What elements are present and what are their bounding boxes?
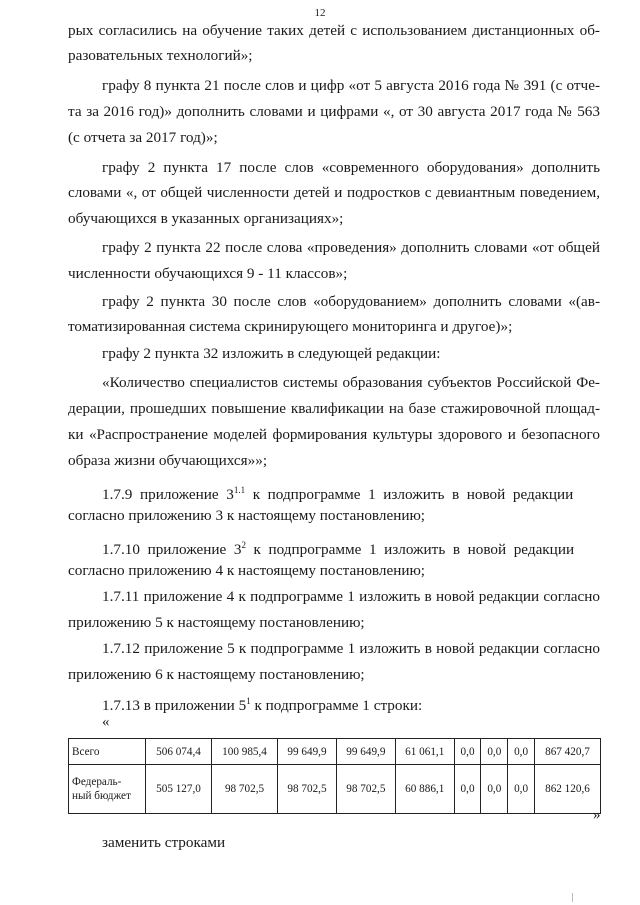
scan-mark bbox=[572, 893, 573, 902]
text-line: образа жизни обучающихся»»; bbox=[68, 452, 268, 469]
table-cell: 0,0 bbox=[481, 739, 508, 765]
text-line: приложению 5 к настоящему постановлению; bbox=[68, 614, 365, 631]
table-cell: 98 702,5 bbox=[336, 765, 395, 814]
page-number: 12 bbox=[314, 7, 326, 19]
text-line: та за 2016 год)» дополнить словами и цифрами «, от 30 августа 2017 года № 563 bbox=[68, 103, 600, 120]
superscript: 2 bbox=[241, 540, 246, 550]
table-cell: 98 702,5 bbox=[212, 765, 278, 814]
text-line: словами «, от общей численности детей и подростков с девиантным поведением, bbox=[68, 184, 600, 201]
text-line: обучающихся в указанных организациях»; bbox=[68, 210, 344, 227]
table-cell: 0,0 bbox=[454, 765, 481, 814]
text-line: «Количество специалистов системы образования субъектов Российской Фе- bbox=[102, 374, 600, 391]
table-cell: 100 985,4 bbox=[212, 739, 278, 765]
opening-quote: « bbox=[102, 714, 110, 730]
table-cell: 867 420,7 bbox=[534, 739, 600, 765]
table-cell: 99 649,9 bbox=[278, 739, 337, 765]
text-line: ки «Распространение моделей формирования культуры здорового и безопасного bbox=[68, 426, 600, 443]
footer-text: заменить строками bbox=[102, 834, 226, 851]
table-cell: 60 886,1 bbox=[395, 765, 454, 814]
table-cell: 99 649,9 bbox=[336, 739, 395, 765]
table-cell: 506 074,4 bbox=[146, 739, 212, 765]
paragraph-1-7-10: 1.7.10 приложение $3^2$ к подпрограмме 1 изложить в новой редакции bbox=[102, 540, 575, 559]
table-cell: 0,0 bbox=[481, 765, 508, 814]
budget-table bbox=[68, 738, 601, 814]
text-line: графу 2 пункта 22 после слова «проведения» дополнить словами «от общей bbox=[102, 239, 600, 256]
paragraph-1-7-13: 1.7.13 в приложении $5^1$ к подпрограмме 1 строки: bbox=[102, 696, 423, 715]
text-line: приложению 6 к настоящему постановлению; bbox=[68, 666, 365, 683]
table-cell: 0,0 bbox=[508, 739, 535, 765]
closing-quote: » bbox=[593, 807, 601, 823]
text-line: графу 8 пункта 21 после слов и цифр «от 5 августа 2016 года № 391 (с отче- bbox=[102, 77, 600, 94]
text-line: разовательных технологий»; bbox=[68, 47, 253, 64]
text-line: томатизированная система скринирующего мониторинга и другое)»; bbox=[68, 318, 513, 335]
text-line: графу 2 пункта 30 после слов «оборудованием» дополнить словами «(ав- bbox=[102, 293, 600, 310]
text-line: (с отчета за 2017 год)»; bbox=[68, 129, 218, 146]
superscript: 1 bbox=[246, 696, 251, 706]
table-cell: 61 061,1 bbox=[395, 739, 454, 765]
superscript: 1.1 bbox=[233, 485, 246, 495]
text-line: численности обучающихся 9 - 11 классов»; bbox=[68, 265, 348, 282]
table-cell: 0,0 bbox=[454, 739, 481, 765]
table-cell: 0,0 bbox=[508, 765, 535, 814]
text-line: графу 2 пункта 32 изложить в следующей редакции: bbox=[102, 345, 441, 362]
table-row bbox=[69, 739, 601, 765]
text-line: рых согласились на обучение таких детей с использованием дистанционных об- bbox=[68, 22, 600, 39]
table-cell: 505 127,0 bbox=[146, 765, 212, 814]
table-row bbox=[69, 765, 601, 814]
table-cell: Всего bbox=[69, 739, 146, 765]
table-cell: 862 120,6 bbox=[534, 765, 600, 814]
table-cell: 98 702,5 bbox=[278, 765, 337, 814]
text-line: согласно приложению 3 к настоящему постановлению; bbox=[68, 507, 426, 524]
table-cell: Федераль- ный бюджет bbox=[69, 765, 146, 814]
text-line: 1.7.11 приложение 4 к подпрограмме 1 изложить в новой редакции согласно bbox=[102, 588, 600, 605]
paragraph-1-7-9: 1.7.9 приложение $3^{1.1}$ к подпрограмме 1 изложить в новой редакции bbox=[102, 485, 574, 504]
text-line: дерации, прошедших повышение квалификации на базе стажировочной площад- bbox=[68, 400, 600, 417]
text-line: 1.7.12 приложение 5 к подпрограмме 1 изложить в новой редакции согласно bbox=[102, 640, 600, 657]
text-line: согласно приложению 4 к настоящему постановлению; bbox=[68, 562, 426, 579]
text-line: графу 2 пункта 17 после слов «современного оборудования» дополнить bbox=[102, 159, 600, 176]
